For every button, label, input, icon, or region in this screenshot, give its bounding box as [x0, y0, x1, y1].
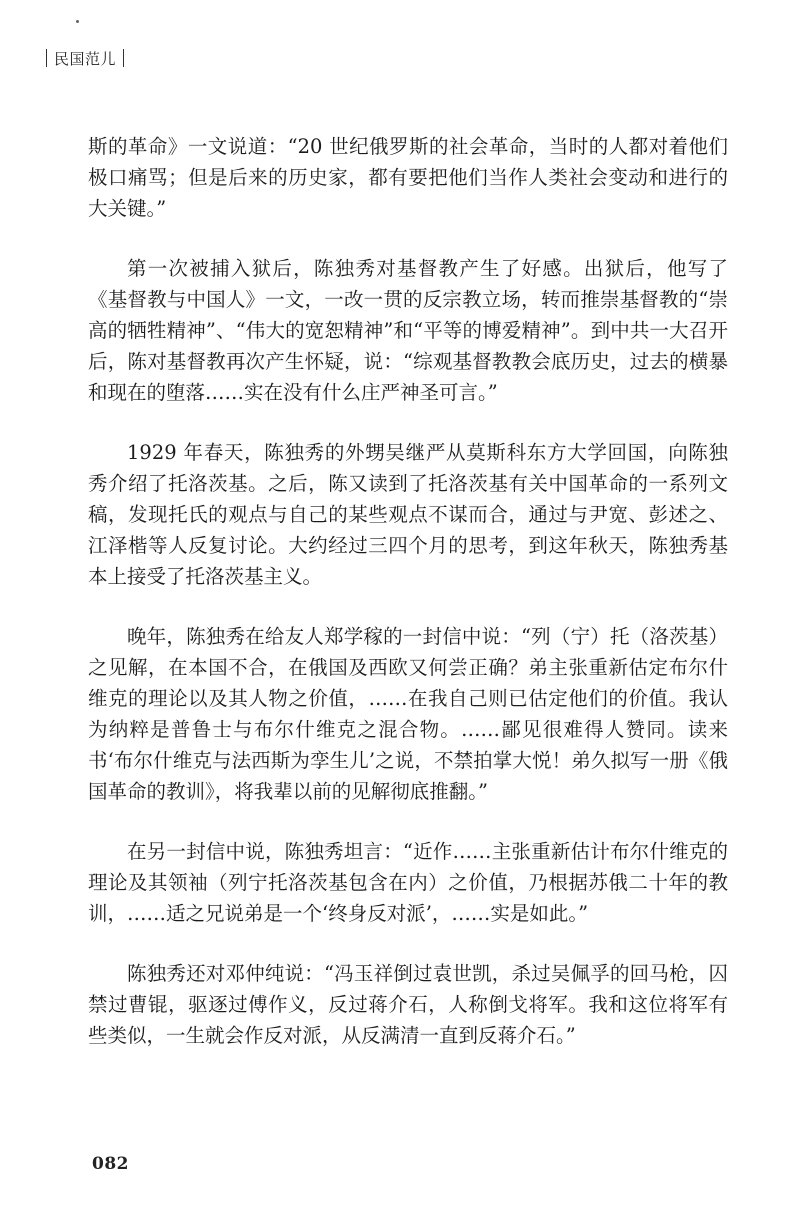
paragraph: 1929 年春天，陈独秀的外甥吴继严从莫斯科东方大学回国，向陈独秀介绍了托洛茨基。之后，陈又读到了托洛茨基有关中国革命的一系列文稿，发现托氏的观点与自己的某些观点不谋而合，通过与尹宽、彭述之、江泽楷等人反复讨论。大约经过三四个月的思考，到这年秋天，陈独秀基本上接受了托洛茨基主义。: [88, 441, 728, 588]
paragraph-continued: 斯的革命》一文说道：“20 世纪俄罗斯的社会革命，当时的人都对着他们极口痛骂；但是后来的历史家，都有要把他们当作人类社会变动和进行的大关键。”: [88, 135, 728, 220]
running-header: [46, 44, 124, 72]
paragraph: 晚年，陈独秀在给友人郑学稼的一封信中说：“列（宁）托（洛茨基）之见解，在本国不合，在俄国及西欧又何尝正确？弟主张重新估定布尔什维克的理论以及其人物之价值，……在我自己则已估定他们的价值。我认为纳粹是普鲁士与布尔什维克之混合物。……鄙见很难得人赞同。读来书‘布尔什维克与法西斯为孪生儿’之说，不禁拍掌大悦！弟久拟写一册《俄国革命的教训》，将我辈以前的见解彻底推翻。”: [88, 625, 728, 803]
section-title: 民国范儿: [54, 49, 117, 68]
header-right-rule: [123, 49, 124, 67]
paragraph: 陈独秀还对邓仲纯说：“冯玉祥倒过袁世凯，杀过吴佩孚的回马枪，囚禁过曹锟，驱逐过傅作义，反过蒋介石，人称倒戈将军。我和这位将军有些类似，一生就会作反对派，从反满清一直到反蒋介石。”: [88, 962, 728, 1047]
scan-speck: [76, 20, 79, 23]
paragraph: 在另一封信中说，陈独秀坦言：“近作……主张重新估计布尔什维克的理论及其领袖（列宁托洛茨基包含在内）之价值，乃根据苏俄二十年的教训，……适之兄说弟是一个‘终身反对派’，……实是如此。”: [88, 840, 728, 925]
page-number: 082: [92, 1154, 129, 1174]
header-left-rule: [46, 49, 47, 67]
body-text: [88, 131, 728, 1051]
paragraph: 第一次被捕入狱后，陈独秀对基督教产生了好感。出狱后，他写了《基督教与中国人》一文，一改一贯的反宗教立场，转而推崇基督教的“崇高的牺牲精神”、“伟大的宽恕精神”和“平等的博爱精神”。到中共一大召开后，陈对基督教再次产生怀疑，说：“综观基督教教会底历史，过去的横暴和现在的堕落……实在没有什么庄严神圣可言。”: [88, 257, 728, 404]
